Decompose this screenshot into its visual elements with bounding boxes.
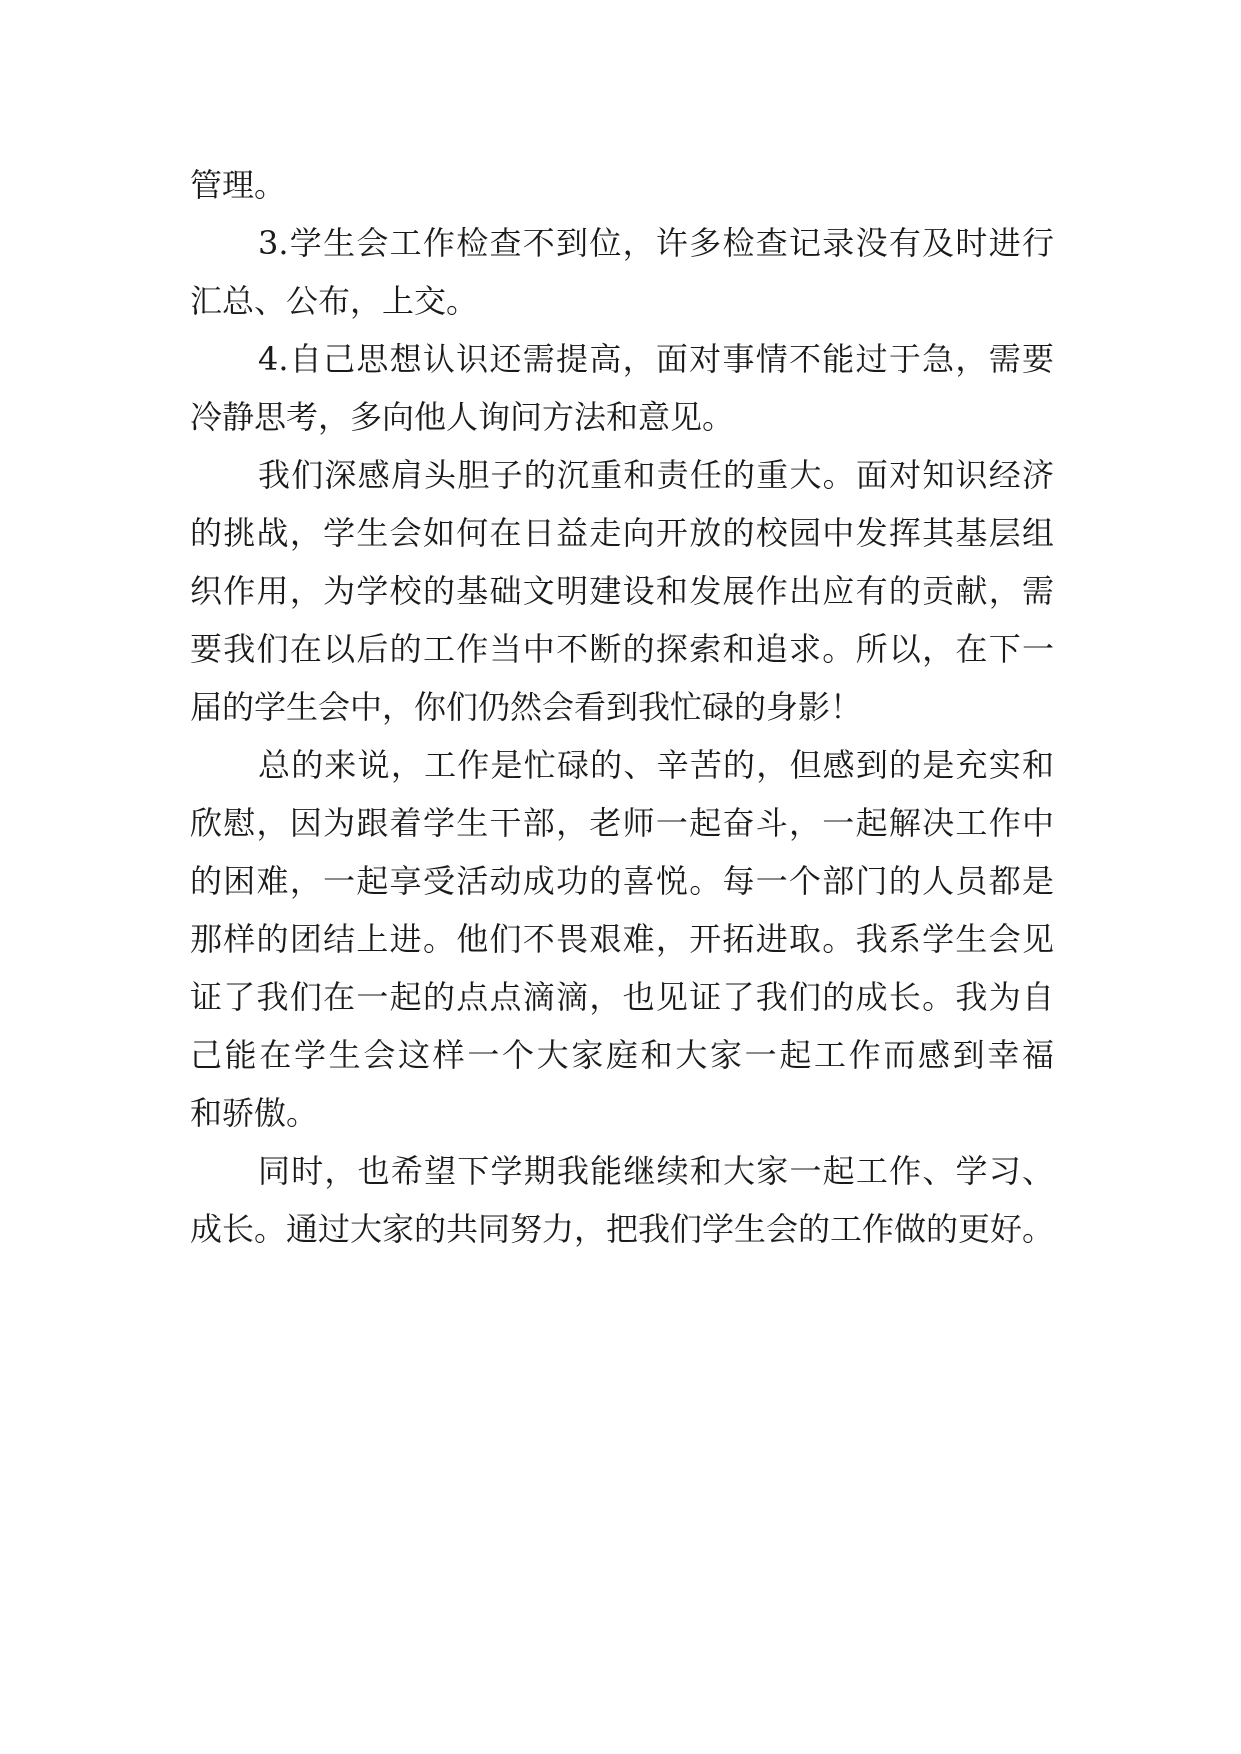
paragraph-line: 那样的团结上进。他们不畏艰难，开拓进取。我系学生会见 [190,920,1054,958]
paragraph-line: 己能在学生会这样一个大家庭和大家一起工作而感到幸福 [190,1036,1054,1074]
paragraph-line: 要我们在以后的工作当中不断的探索和追求。所以，在下一 [190,630,1054,668]
paragraph-line: 的挑战，学生会如何在日益走向开放的校园中发挥其基层组 [190,514,1054,552]
paragraph-line: 我们深感肩头胆子的沉重和责任的重大。面对知识经济 [258,456,1054,494]
paragraph-line: 冷静思考，多向他人询问方法和意见。 [190,398,735,436]
paragraph-line: 管理。 [190,166,287,204]
paragraph-line: 同时，也希望下学期我能继续和大家一起工作、学习、 [258,1152,1054,1190]
paragraph-line: 证了我们在一起的点点滴滴，也见证了我们的成长。我为自 [190,978,1054,1016]
document-body [190,156,1054,1258]
paragraph-line: 的困难，一起享受活动成功的喜悦。每一个部门的人员都是 [190,862,1054,900]
paragraph-line: 届的学生会中，你们仍然会看到我忙碌的身影！ [190,688,863,726]
paragraph-line: 汇总、公布，上交。 [190,282,479,320]
paragraph-line: 4.自己思想认识还需提高，面对事情不能过于急，需要 [258,340,1054,378]
paragraph-line: 欣慰，因为跟着学生干部，老师一起奋斗，一起解决工作中 [190,804,1054,842]
paragraph-line: 3.学生会工作检查不到位，许多检查记录没有及时进行 [258,224,1054,262]
paragraph-line: 织作用，为学校的基础文明建设和发展作出应有的贡献，需 [190,572,1054,610]
paragraph-line: 总的来说，工作是忙碌的、辛苦的，但感到的是充实和 [258,746,1054,784]
paragraph-line: 和骄傲。 [190,1094,319,1132]
paragraph-line: 成长。通过大家的共同努力，把我们学生会的工作做的更好。 [190,1210,1055,1248]
